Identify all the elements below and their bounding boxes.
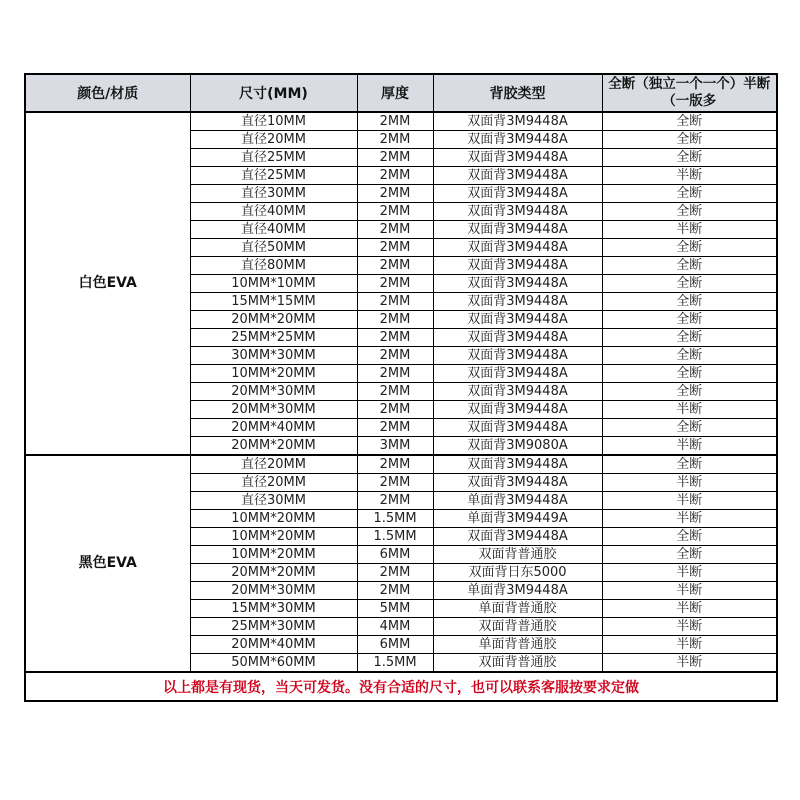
header-size: 尺寸(MM) <box>190 74 357 112</box>
size-cell: 15MM*30MM <box>190 600 357 618</box>
cut-cell: 半断 <box>602 582 777 600</box>
thickness-cell: 5MM <box>357 600 433 618</box>
adhesive-cell: 双面背3M9448A <box>433 419 602 437</box>
size-cell: 直径50MM <box>190 239 357 257</box>
size-cell: 50MM*60MM <box>190 654 357 673</box>
adhesive-cell: 双面背3M9448A <box>433 239 602 257</box>
header-cut-type: 全断（独立一个一个）半断（一版多 <box>602 74 777 112</box>
thickness-cell: 1.5MM <box>357 654 433 673</box>
thickness-cell: 2MM <box>357 257 433 275</box>
thickness-cell: 2MM <box>357 347 433 365</box>
adhesive-cell: 双面背3M9448A <box>433 149 602 167</box>
size-cell: 25MM*30MM <box>190 618 357 636</box>
cut-cell: 半断 <box>602 167 777 185</box>
adhesive-cell: 双面背普通胶 <box>433 546 602 564</box>
size-cell: 10MM*20MM <box>190 528 357 546</box>
cut-cell: 全断 <box>602 185 777 203</box>
adhesive-cell: 双面背3M9448A <box>433 455 602 474</box>
cut-cell: 全断 <box>602 293 777 311</box>
cut-cell: 半断 <box>602 401 777 419</box>
thickness-cell: 3MM <box>357 437 433 456</box>
adhesive-cell: 双面背3M9448A <box>433 221 602 239</box>
size-cell: 直径40MM <box>190 221 357 239</box>
size-cell: 直径20MM <box>190 474 357 492</box>
cut-cell: 全断 <box>602 311 777 329</box>
cut-cell: 全断 <box>602 383 777 401</box>
thickness-cell: 2MM <box>357 383 433 401</box>
adhesive-cell: 双面背普通胶 <box>433 654 602 673</box>
product-spec-table <box>24 73 778 702</box>
footer-row <box>25 672 777 701</box>
size-cell: 直径30MM <box>190 492 357 510</box>
thickness-cell: 2MM <box>357 492 433 510</box>
thickness-cell: 2MM <box>357 149 433 167</box>
size-cell: 直径25MM <box>190 149 357 167</box>
cut-cell: 半断 <box>602 618 777 636</box>
cut-cell: 半断 <box>602 492 777 510</box>
thickness-cell: 2MM <box>357 131 433 149</box>
cut-cell: 半断 <box>602 221 777 239</box>
thickness-cell: 6MM <box>357 546 433 564</box>
adhesive-cell: 双面背3M9448A <box>433 311 602 329</box>
size-cell: 25MM*25MM <box>190 329 357 347</box>
table-row <box>25 455 777 474</box>
size-cell: 直径40MM <box>190 203 357 221</box>
cut-cell: 全断 <box>602 329 777 347</box>
adhesive-cell: 单面背3M9448A <box>433 582 602 600</box>
size-cell: 10MM*20MM <box>190 365 357 383</box>
thickness-cell: 2MM <box>357 582 433 600</box>
adhesive-cell: 双面背3M9448A <box>433 383 602 401</box>
header-row <box>25 74 777 112</box>
adhesive-cell: 单面背3M9448A <box>433 492 602 510</box>
thickness-cell: 2MM <box>357 275 433 293</box>
size-cell: 直径25MM <box>190 167 357 185</box>
header-adhesive: 背胶类型 <box>433 74 602 112</box>
thickness-cell: 2MM <box>357 203 433 221</box>
cut-cell: 全断 <box>602 275 777 293</box>
adhesive-cell: 双面背3M9080A <box>433 437 602 456</box>
thickness-cell: 2MM <box>357 401 433 419</box>
thickness-cell: 2MM <box>357 329 433 347</box>
size-cell: 直径30MM <box>190 185 357 203</box>
cut-cell: 全断 <box>602 365 777 383</box>
size-cell: 20MM*20MM <box>190 564 357 582</box>
size-cell: 30MM*30MM <box>190 347 357 365</box>
adhesive-cell: 双面背日东5000 <box>433 564 602 582</box>
cut-cell: 半断 <box>602 564 777 582</box>
header-thickness: 厚度 <box>357 74 433 112</box>
cut-cell: 半断 <box>602 654 777 673</box>
size-cell: 直径10MM <box>190 112 357 131</box>
material-group-cell: 黑色EVA <box>25 455 190 672</box>
adhesive-cell: 单面背3M9449A <box>433 510 602 528</box>
cut-cell: 全断 <box>602 546 777 564</box>
adhesive-cell: 双面背3M9448A <box>433 112 602 131</box>
adhesive-cell: 双面背3M9448A <box>433 365 602 383</box>
table-body <box>25 112 777 672</box>
size-cell: 20MM*30MM <box>190 383 357 401</box>
footer-note: 以上都是有现货，当天可发货。没有合适的尺寸，也可以联系客服按要求定做 <box>25 672 777 701</box>
thickness-cell: 2MM <box>357 474 433 492</box>
adhesive-cell: 双面背3M9448A <box>433 257 602 275</box>
adhesive-cell: 双面背3M9448A <box>433 347 602 365</box>
size-cell: 20MM*40MM <box>190 636 357 654</box>
size-cell: 10MM*20MM <box>190 546 357 564</box>
thickness-cell: 4MM <box>357 618 433 636</box>
thickness-cell: 6MM <box>357 636 433 654</box>
size-cell: 20MM*40MM <box>190 419 357 437</box>
size-cell: 20MM*20MM <box>190 437 357 456</box>
table-row <box>25 112 777 131</box>
size-cell: 10MM*10MM <box>190 275 357 293</box>
adhesive-cell: 双面背3M9448A <box>433 401 602 419</box>
thickness-cell: 2MM <box>357 112 433 131</box>
cut-cell: 半断 <box>602 474 777 492</box>
cut-cell: 全断 <box>602 528 777 546</box>
adhesive-cell: 双面背3M9448A <box>433 185 602 203</box>
adhesive-cell: 单面背普通胶 <box>433 600 602 618</box>
size-cell: 15MM*15MM <box>190 293 357 311</box>
adhesive-cell: 双面背3M9448A <box>433 528 602 546</box>
adhesive-cell: 双面背3M9448A <box>433 293 602 311</box>
thickness-cell: 2MM <box>357 293 433 311</box>
thickness-cell: 2MM <box>357 221 433 239</box>
adhesive-cell: 双面背3M9448A <box>433 131 602 149</box>
cut-cell: 全断 <box>602 149 777 167</box>
size-cell: 10MM*20MM <box>190 510 357 528</box>
adhesive-cell: 双面背3M9448A <box>433 275 602 293</box>
thickness-cell: 2MM <box>357 419 433 437</box>
adhesive-cell: 双面背3M9448A <box>433 203 602 221</box>
thickness-cell: 2MM <box>357 564 433 582</box>
cut-cell: 半断 <box>602 600 777 618</box>
size-cell: 直径20MM <box>190 131 357 149</box>
thickness-cell: 1.5MM <box>357 510 433 528</box>
adhesive-cell: 双面背3M9448A <box>433 167 602 185</box>
thickness-cell: 2MM <box>357 311 433 329</box>
cut-cell: 全断 <box>602 131 777 149</box>
cut-cell: 全断 <box>602 203 777 221</box>
cut-cell: 全断 <box>602 455 777 474</box>
header-material: 颜色/材质 <box>25 74 190 112</box>
cut-cell: 半断 <box>602 510 777 528</box>
cut-cell: 全断 <box>602 347 777 365</box>
adhesive-cell: 双面背普通胶 <box>433 618 602 636</box>
adhesive-cell: 双面背3M9448A <box>433 474 602 492</box>
thickness-cell: 2MM <box>357 185 433 203</box>
cut-cell: 全断 <box>602 257 777 275</box>
size-cell: 直径20MM <box>190 455 357 474</box>
adhesive-cell: 单面背普通胶 <box>433 636 602 654</box>
cut-cell: 半断 <box>602 437 777 456</box>
size-cell: 20MM*20MM <box>190 311 357 329</box>
thickness-cell: 2MM <box>357 239 433 257</box>
thickness-cell: 2MM <box>357 167 433 185</box>
adhesive-cell: 双面背3M9448A <box>433 329 602 347</box>
thickness-cell: 1.5MM <box>357 528 433 546</box>
size-cell: 20MM*30MM <box>190 582 357 600</box>
cut-cell: 全断 <box>602 419 777 437</box>
size-cell: 直径80MM <box>190 257 357 275</box>
cut-cell: 全断 <box>602 112 777 131</box>
thickness-cell: 2MM <box>357 365 433 383</box>
size-cell: 20MM*30MM <box>190 401 357 419</box>
cut-cell: 全断 <box>602 239 777 257</box>
cut-cell: 半断 <box>602 636 777 654</box>
thickness-cell: 2MM <box>357 455 433 474</box>
material-group-cell: 白色EVA <box>25 112 190 455</box>
